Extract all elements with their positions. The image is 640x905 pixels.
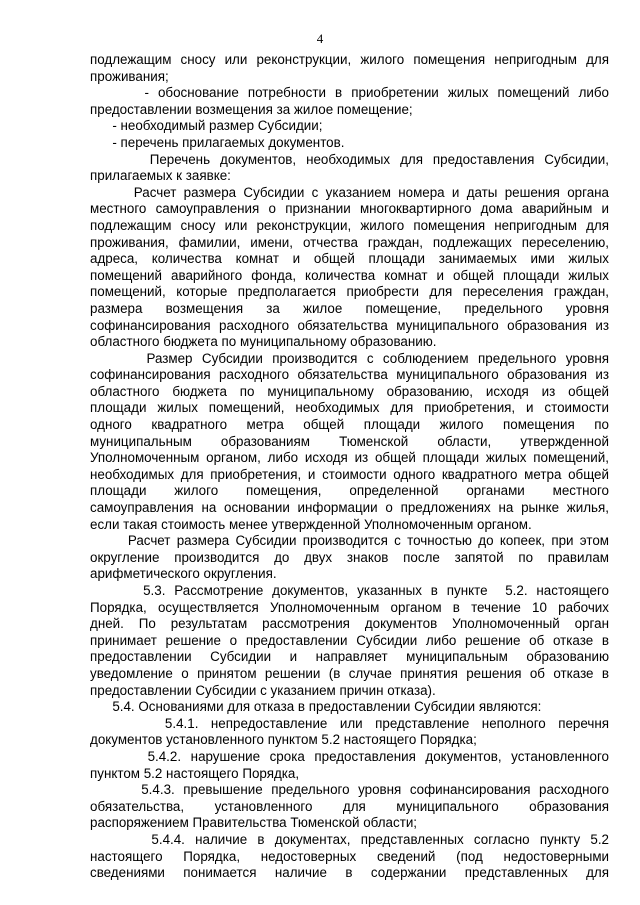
text-line: местного самоуправления о признании многоквартирного дома аварийным и <box>90 201 609 217</box>
text-line: прилагаемых к заявке: <box>90 168 231 184</box>
text-line: 5.4.1. непредоставление или представление неполного перечня <box>90 715 609 731</box>
text-line: Размер Субсидии производится с соблюдением предельного уровня <box>90 350 609 366</box>
text-line: Порядка, осуществляется Уполномоченным органом в течение 10 рабочих <box>90 599 609 615</box>
text-line: пунктом 5.2 настоящего Порядка, <box>90 765 300 781</box>
text-line: арифметического округления. <box>90 566 277 582</box>
text-line: одного квадратного метра общей площади жилого помещения по <box>90 417 609 433</box>
text-line: адреса, количества комнат и общей площади занимаемых ими жилых <box>90 251 609 267</box>
text-line: подлежащим сносу или реконструкции, жилого помещения непригодным для <box>90 217 609 233</box>
text-line: площади жилого помещения, определенной органами местного <box>90 483 609 499</box>
text-line: - обоснование потребности в приобретении жилых помещений либо <box>90 85 609 101</box>
text-line: Расчет размера Субсидии с указанием номера и даты решения органа <box>90 184 609 200</box>
text-line: распоряжением Правительства Тюменской области; <box>90 815 418 831</box>
text-line: настоящего Порядка, недостоверных сведений (под недостоверными <box>90 848 609 864</box>
text-line: документов установленного пунктом 5.2 настоящего Порядка; <box>90 732 477 748</box>
text-line: областного бюджета по муниципальному образованию, исходя из общей <box>90 383 609 399</box>
text-line: 5.4.4. наличие в документах, представленных согласно пункту 5.2 <box>90 831 609 847</box>
text-line: обязательства, установленного для муниципального образования <box>90 798 609 814</box>
page-number: 4 <box>316 31 324 46</box>
text-line: если такая стоимость менее утвержденной Уполномоченным органом. <box>90 516 532 532</box>
document-body <box>90 52 609 882</box>
text-line: помещений аварийного фонда, количества комнат и общей площади жилых <box>90 267 609 283</box>
text-line: областного бюджета по муниципальному образованию. <box>90 334 437 350</box>
text-line: 5.3. Рассмотрение документов, указанных в пункте 5.2. настоящего <box>90 583 609 598</box>
text-line: - необходимый размер Субсидии; <box>90 118 323 134</box>
text-line: Расчет размера Субсидии производится с точностью до копеек, при этом <box>90 533 609 549</box>
text-line: необходимых для приобретения, и стоимости одного квадратного метра общей <box>90 466 609 482</box>
text-line: площади жилых помещений, необходимых для приобретения, и стоимости <box>90 400 609 416</box>
text-line: самоуправления на основании информации о предложениях на рынке жилья, <box>90 500 609 516</box>
text-line: размера возмещения за жилое помещение, предельного уровня <box>90 300 609 316</box>
text-line: проживания; <box>90 68 169 84</box>
text-line: помещений, которые предполагается приобрести для переселения граждан, <box>90 284 609 300</box>
text-line: софинансирования расходного обязательства муниципального образования из <box>90 367 609 383</box>
text-line: предоставлении Субсидии с указанием причин отказа). <box>90 682 436 698</box>
text-line: - перечень прилагаемых документов. <box>90 134 345 150</box>
text-line: муниципальным образованиям Тюменской области, утвержденной <box>90 433 609 449</box>
text-line: 5.4.3. превышение предельного уровня софинансирования расходного <box>90 782 609 798</box>
text-line: дней. По результатам рассмотрения документов Уполномоченный орган <box>90 616 609 632</box>
text-line: принимает решение о предоставлении Субсидии либо решение об отказе в <box>90 632 609 648</box>
text-line: предоставлении Субсидии и направляет муниципальным образованию <box>90 649 609 665</box>
text-line: 5.4.2. нарушение срока предоставления документов, установленного <box>90 748 609 764</box>
text-line: Перечень документов, необходимых для предоставления Субсидии, <box>90 151 609 167</box>
text-line: Уполномоченным органом, либо исходя из общей площади жилых помещений, <box>90 450 609 466</box>
text-line: софинансирования расходного обязательства муниципального образования из <box>90 317 609 333</box>
text-line: округление производится до двух знаков после запятой по правилам <box>90 549 609 565</box>
text-line: подлежащим сносу или реконструкции, жилого помещения непригодным для <box>90 52 609 67</box>
text-line: предоставлении возмещения за жилое помещение; <box>90 101 413 117</box>
text-line: уведомление о принятом решении (в случае принятия решения об отказе в <box>90 665 609 681</box>
text-line: сведениями понимается наличие в содержании представленных для <box>90 865 609 881</box>
text-line: проживания, фамилии, имени, отчества граждан, подлежащих переселению, <box>90 234 609 250</box>
text-line: 5.4. Основаниями для отказа в предоставлении Субсидии являются: <box>90 699 542 715</box>
